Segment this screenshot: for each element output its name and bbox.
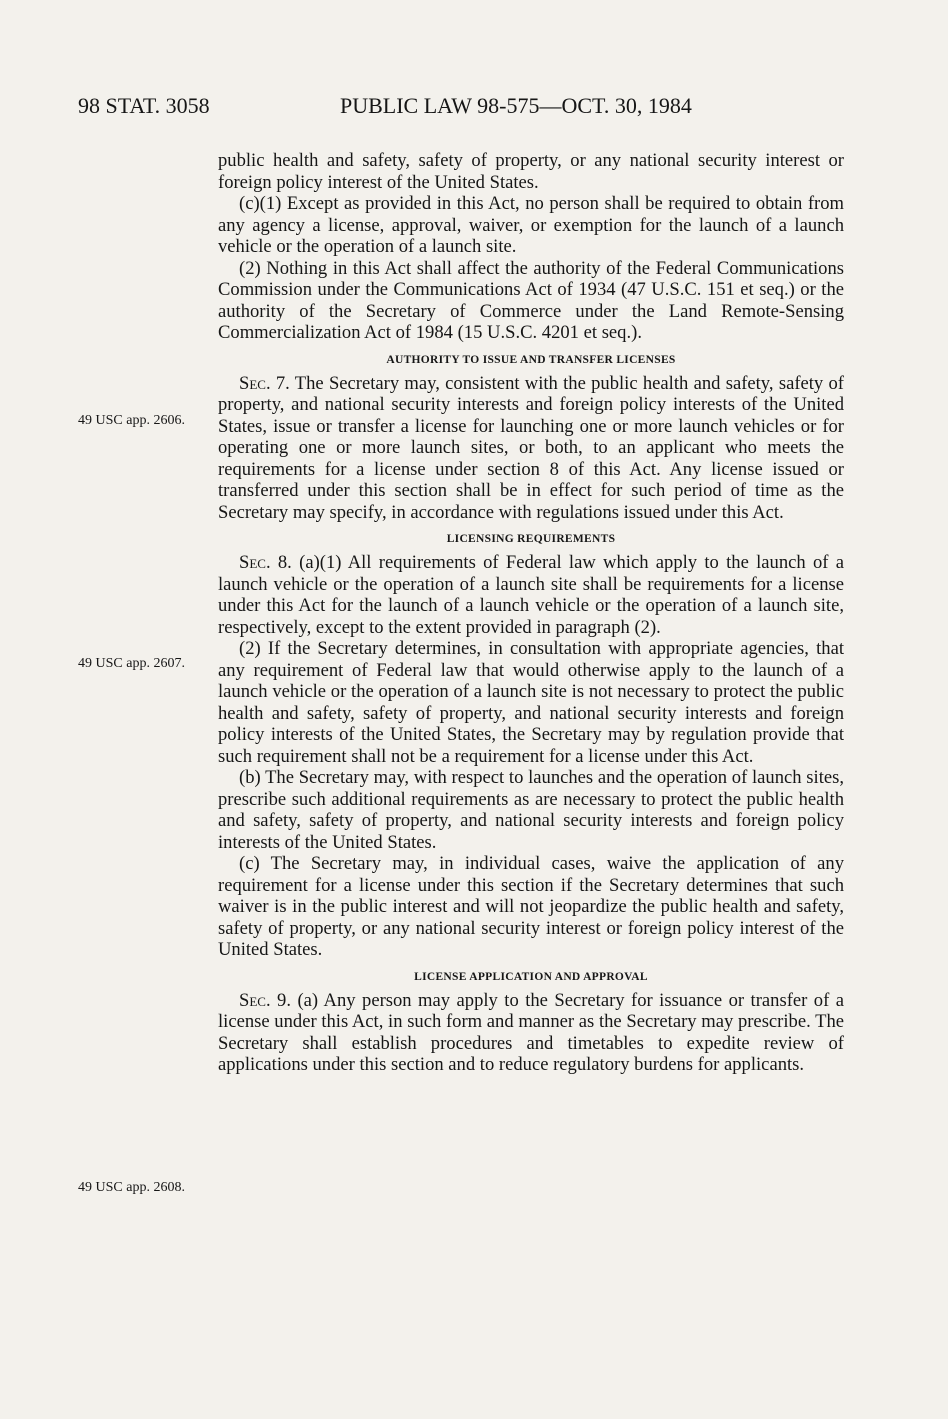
- margin-citation-sec8: 49 USC app. 2607.: [78, 656, 185, 671]
- paragraph-c1: (c)(1) Except as provided in this Act, no person shall be required to obtain from any agency a license, approval, waiver, or exemption for the launch of a launch vehicle or the operation of a launch site.: [218, 193, 844, 257]
- section-8-b: (b) The Secretary may, with respect to launches and the operation of launch sites, prescribe such additional requirements as are necessary to protect the public health and safety, safety of property, and national security interests and foreign policy interests of the United States.: [218, 767, 844, 853]
- section-heading-application: LICENSE APPLICATION AND APPROVAL: [414, 970, 648, 983]
- section-8-a2: (2) If the Secretary determines, in consultation with appropriate agencies, that any requirement of Federal law that would otherwise apply to the launch of a launch vehicle or the operation of a launch site is not necessary to protect the public health and safety, safety of property, and national security interests and foreign policy interests of the United States, the Secretary may by regulation provide that such requirement shall not be a requirement for a license under this Act.: [218, 638, 844, 767]
- section-8-label: Sec. 8.: [239, 552, 292, 573]
- section-heading-authority: AUTHORITY TO ISSUE AND TRANSFER LICENSES: [386, 353, 676, 366]
- public-law-reference: PUBLIC LAW 98-575—OCT. 30, 1984: [340, 93, 692, 118]
- page-header: [78, 93, 888, 123]
- paragraph-continuation: public health and safety, safety of property, or any national security interest or foreign policy interest of the United States.: [218, 150, 844, 193]
- section-8-c: (c) The Secretary may, in individual cases, waive the application of any requirement for a license under this section if the Secretary determines that such waiver is in the public interest and will not jeopardize the public health and safety, safety of property, or any national security interest or foreign policy interest of the United States.: [218, 853, 844, 960]
- margin-citation-sec7: 49 USC app. 2606.: [78, 413, 185, 428]
- paragraph-c2: (2) Nothing in this Act shall affect the authority of the Federal Communications Commission under the Communications Act of 1934 (47 U.S.C. 151 et seq.) or the authority of the Secretary of Commerce under the Land Remote-Sensing Commercialization Act of 1984 (15 U.S.C. 4201 et seq.).: [218, 257, 844, 343]
- section-9-text: (a) Any person may apply to the Secretary for issuance or transfer of a license under this Act, in such form and manner as the Secretary may prescribe. The Secretary shall establish procedures and timetables to expedite review of applications under this section and to reduce regulatory burdens for applicants.: [218, 989, 844, 1075]
- section-7-label: Sec. 7.: [239, 372, 290, 394]
- section-7-text: The Secretary may, consistent with the public health and safety, safety of property, and national security interests and foreign policy interests of the United States, issue or transfer a license for launching one or more launch vehicles or for operating one or more launch sites, or both, to an applicant who meets the requirements for a license under section 8 of this Act. Any license issued or transferred under this section shall be in effect for such period of time as the Secretary may specify, in accordance with regulations issued under this Act.: [218, 372, 844, 523]
- statute-reference: 98 STAT. 3058: [78, 93, 210, 118]
- section-heading-licensing: LICENSING REQUIREMENTS: [446, 533, 616, 545]
- statute-body: [218, 150, 844, 1076]
- margin-citation-sec9: 49 USC app. 2608.: [78, 1180, 185, 1195]
- section-9-label: Sec. 9.: [239, 989, 292, 1011]
- section-8: [218, 552, 844, 638]
- section-9: [218, 990, 844, 1076]
- section-7: [218, 373, 844, 524]
- section-8-text: (a)(1) All requirements of Federal law which apply to the launch of a launch vehicle or the operation of a launch site shall be requirements for a license under this Act for the launch of a launch vehicle or the operation of a launch site, respectively, except to the extent provided in paragraph (2).: [218, 552, 844, 638]
